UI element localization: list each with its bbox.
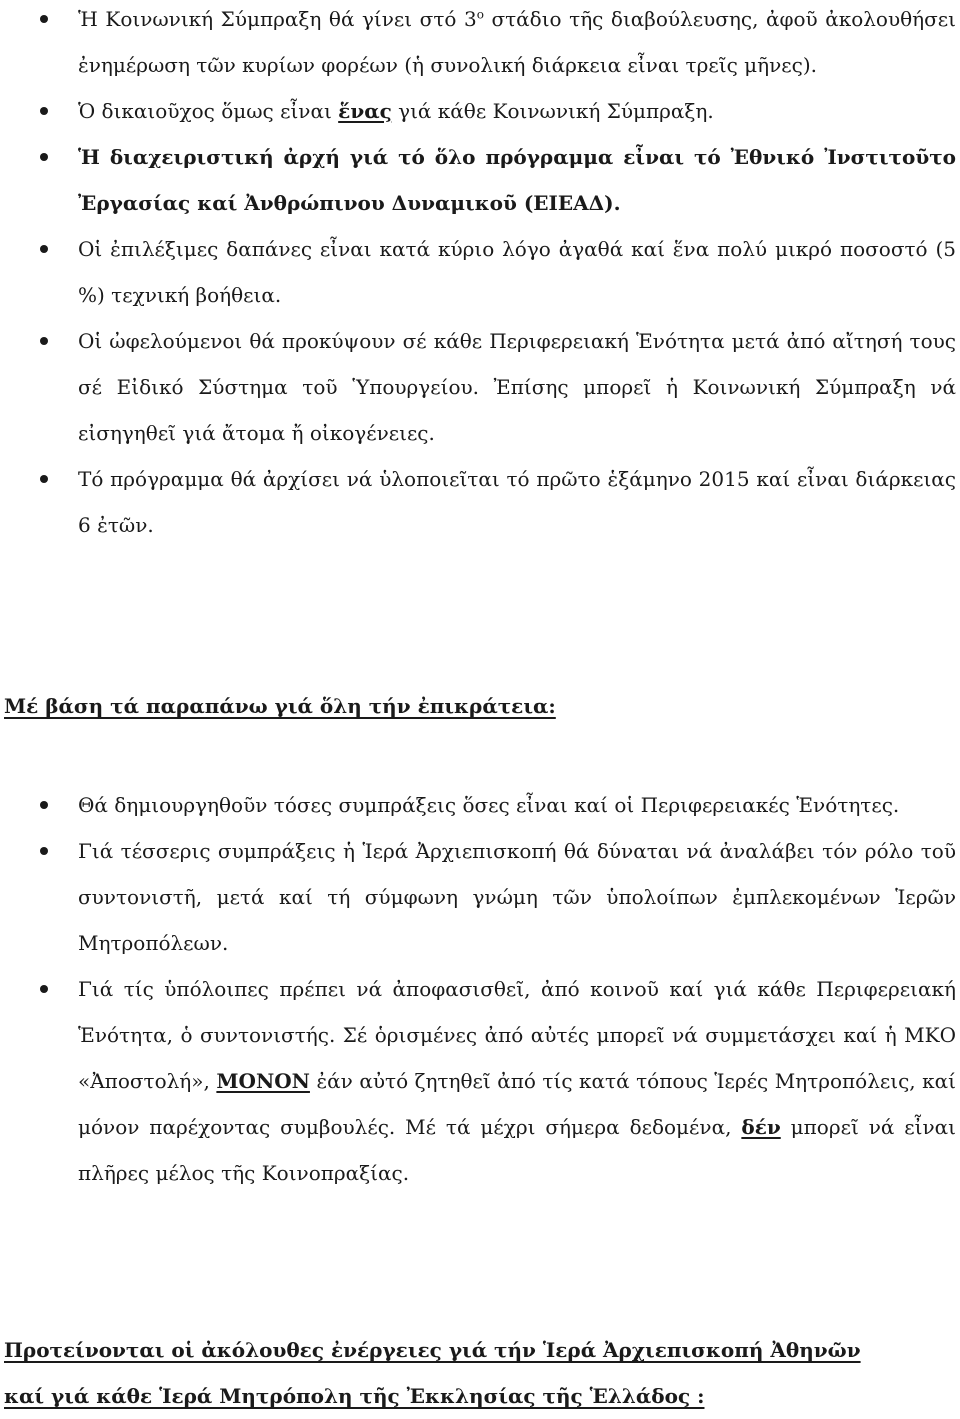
emphasis-den: δέν: [741, 1115, 781, 1139]
bullet-icon: [40, 847, 48, 855]
list-item: Οἱ ἐπιλέξιμες δαπάνες εἶναι κατά κύριο λόγο ἀγαθά καί ἕνα πολύ μικρό ποσοστό (5 %) τεχνική βοήθεια.: [0, 226, 960, 318]
section-heading-nationwide: Μέ βάση τά παραπάνω γιά ὅλη τήν ἐπικράτεια:: [4, 694, 556, 718]
list-item: Ὁ δικαιοῦχος ὅμως εἶναι ἕνας γιά κάθε Κοινωνική Σύμπραξη.: [0, 88, 960, 134]
section-heading-proposed-actions: [4, 1327, 954, 1419]
bullet-icon: [40, 245, 48, 253]
list-item: Ἡ Κοινωνική Σύμπραξη θά γίνει στό $3^o$ στάδιο τῆς διαβούλευσης, ἀφοῦ ἀκολουθήσει ἐνημέρωση τῶν κυρίων φορέων (ἡ συνολική διάρκεια εἶναι τρεῖς μῆνες).: [0, 0, 960, 88]
bullet-icon: [40, 153, 48, 161]
bullet-icon: [40, 337, 48, 345]
heading-line-1: Προτείνονται οἱ ἀκόλουθες ἐνέργειες γιά τήν Ἱερά Ἀρχιεπισκοπή Ἀθηνῶν: [4, 1338, 861, 1362]
list-item: Ἡ διαχειριστική ἀρχή γιά τό ὅλο πρόγραμμα εἶναι τό Ἐθνικό Ἰνστιτοῦτο Ἐργασίας καί Ἀνθρώπινου Δυναμικοῦ (ΕΙΕΑΔ).: [0, 134, 960, 226]
emphasis-enas: ἕνας: [338, 99, 392, 123]
bullet-icon: [40, 15, 48, 23]
heading-line-2: καί γιά κάθε Ἱερά Μητρόπολη τῆς Ἐκκλησίας τῆς Ἑλλάδος :: [4, 1384, 705, 1408]
list-item: Γιά τίς ὑπόλοιπες πρέπει νά ἀποφασισθεῖ, ἀπό κοινοῦ καί γιά κάθε Περιφερειακή Ἑνότητα, ὁ συντονιστής. Σέ ὁρισμένες ἀπό αὐτές μπορεῖ νά συμμετάσχει καί ἡ ΜΚΟ «Ἀποστολή», ΜΟΝΟΝ ἐάν αὐτό ζητηθεῖ ἀπό τίς κατά τόπους Ἱερές Μητροπόλεις, καί μόνον παρέχοντας συμβουλές. Μέ τά μέχρι σήμερα δεδομένα, δέν μπορεῖ νά εἶναι πλῆρες μέλος τῆς Κοινοπραξίας.: [0, 966, 960, 1196]
list-item: Θά δημιουργηθοῦν τόσες συμπράξεις ὅσες εἶναι καί οἱ Περιφερειακές Ἑνότητες.: [0, 782, 960, 828]
list-item: Τό πρόγραμμα θά ἀρχίσει νά ὑλοποιεῖται τό πρῶτο ἑξάμηνο 2015 καί εἶναι διάρκειας 6 ἐτῶν.: [0, 456, 960, 548]
list-item: Οἱ ὠφελούμενοι θά προκύψουν σέ κάθε Περιφερειακή Ἑνότητα μετά ἀπό αἴτησή τους σέ Εἰδικό Σύστημα τοῦ Ὑπουργείου. Ἐπίσης μπορεῖ ἡ Κοινωνική Σύμπραξη νά εἰσηγηθεῖ γιά ἄτομα ἤ οἰκογένειες.: [0, 318, 960, 456]
bullet-icon: [40, 107, 48, 115]
bullet-icon: [40, 475, 48, 483]
bullet-list-program-info: [0, 0, 960, 548]
bullet-list-partnerships: [0, 782, 960, 1196]
bullet-icon: [40, 985, 48, 993]
bullet-icon: [40, 801, 48, 809]
emphasis-monon: ΜΟΝΟΝ: [216, 1069, 310, 1093]
list-item: Γιά τέσσερις συμπράξεις ἡ Ἱερά Ἀρχιεπισκοπή θά δύναται νά ἀναλάβει τόν ρόλο τοῦ συντονιστῆ, μετά καί τή σύμφωνη γνώμη τῶν ὑπολοίπων ἐμπλεκομένων Ἱερῶν Μητροπόλεων.: [0, 828, 960, 966]
